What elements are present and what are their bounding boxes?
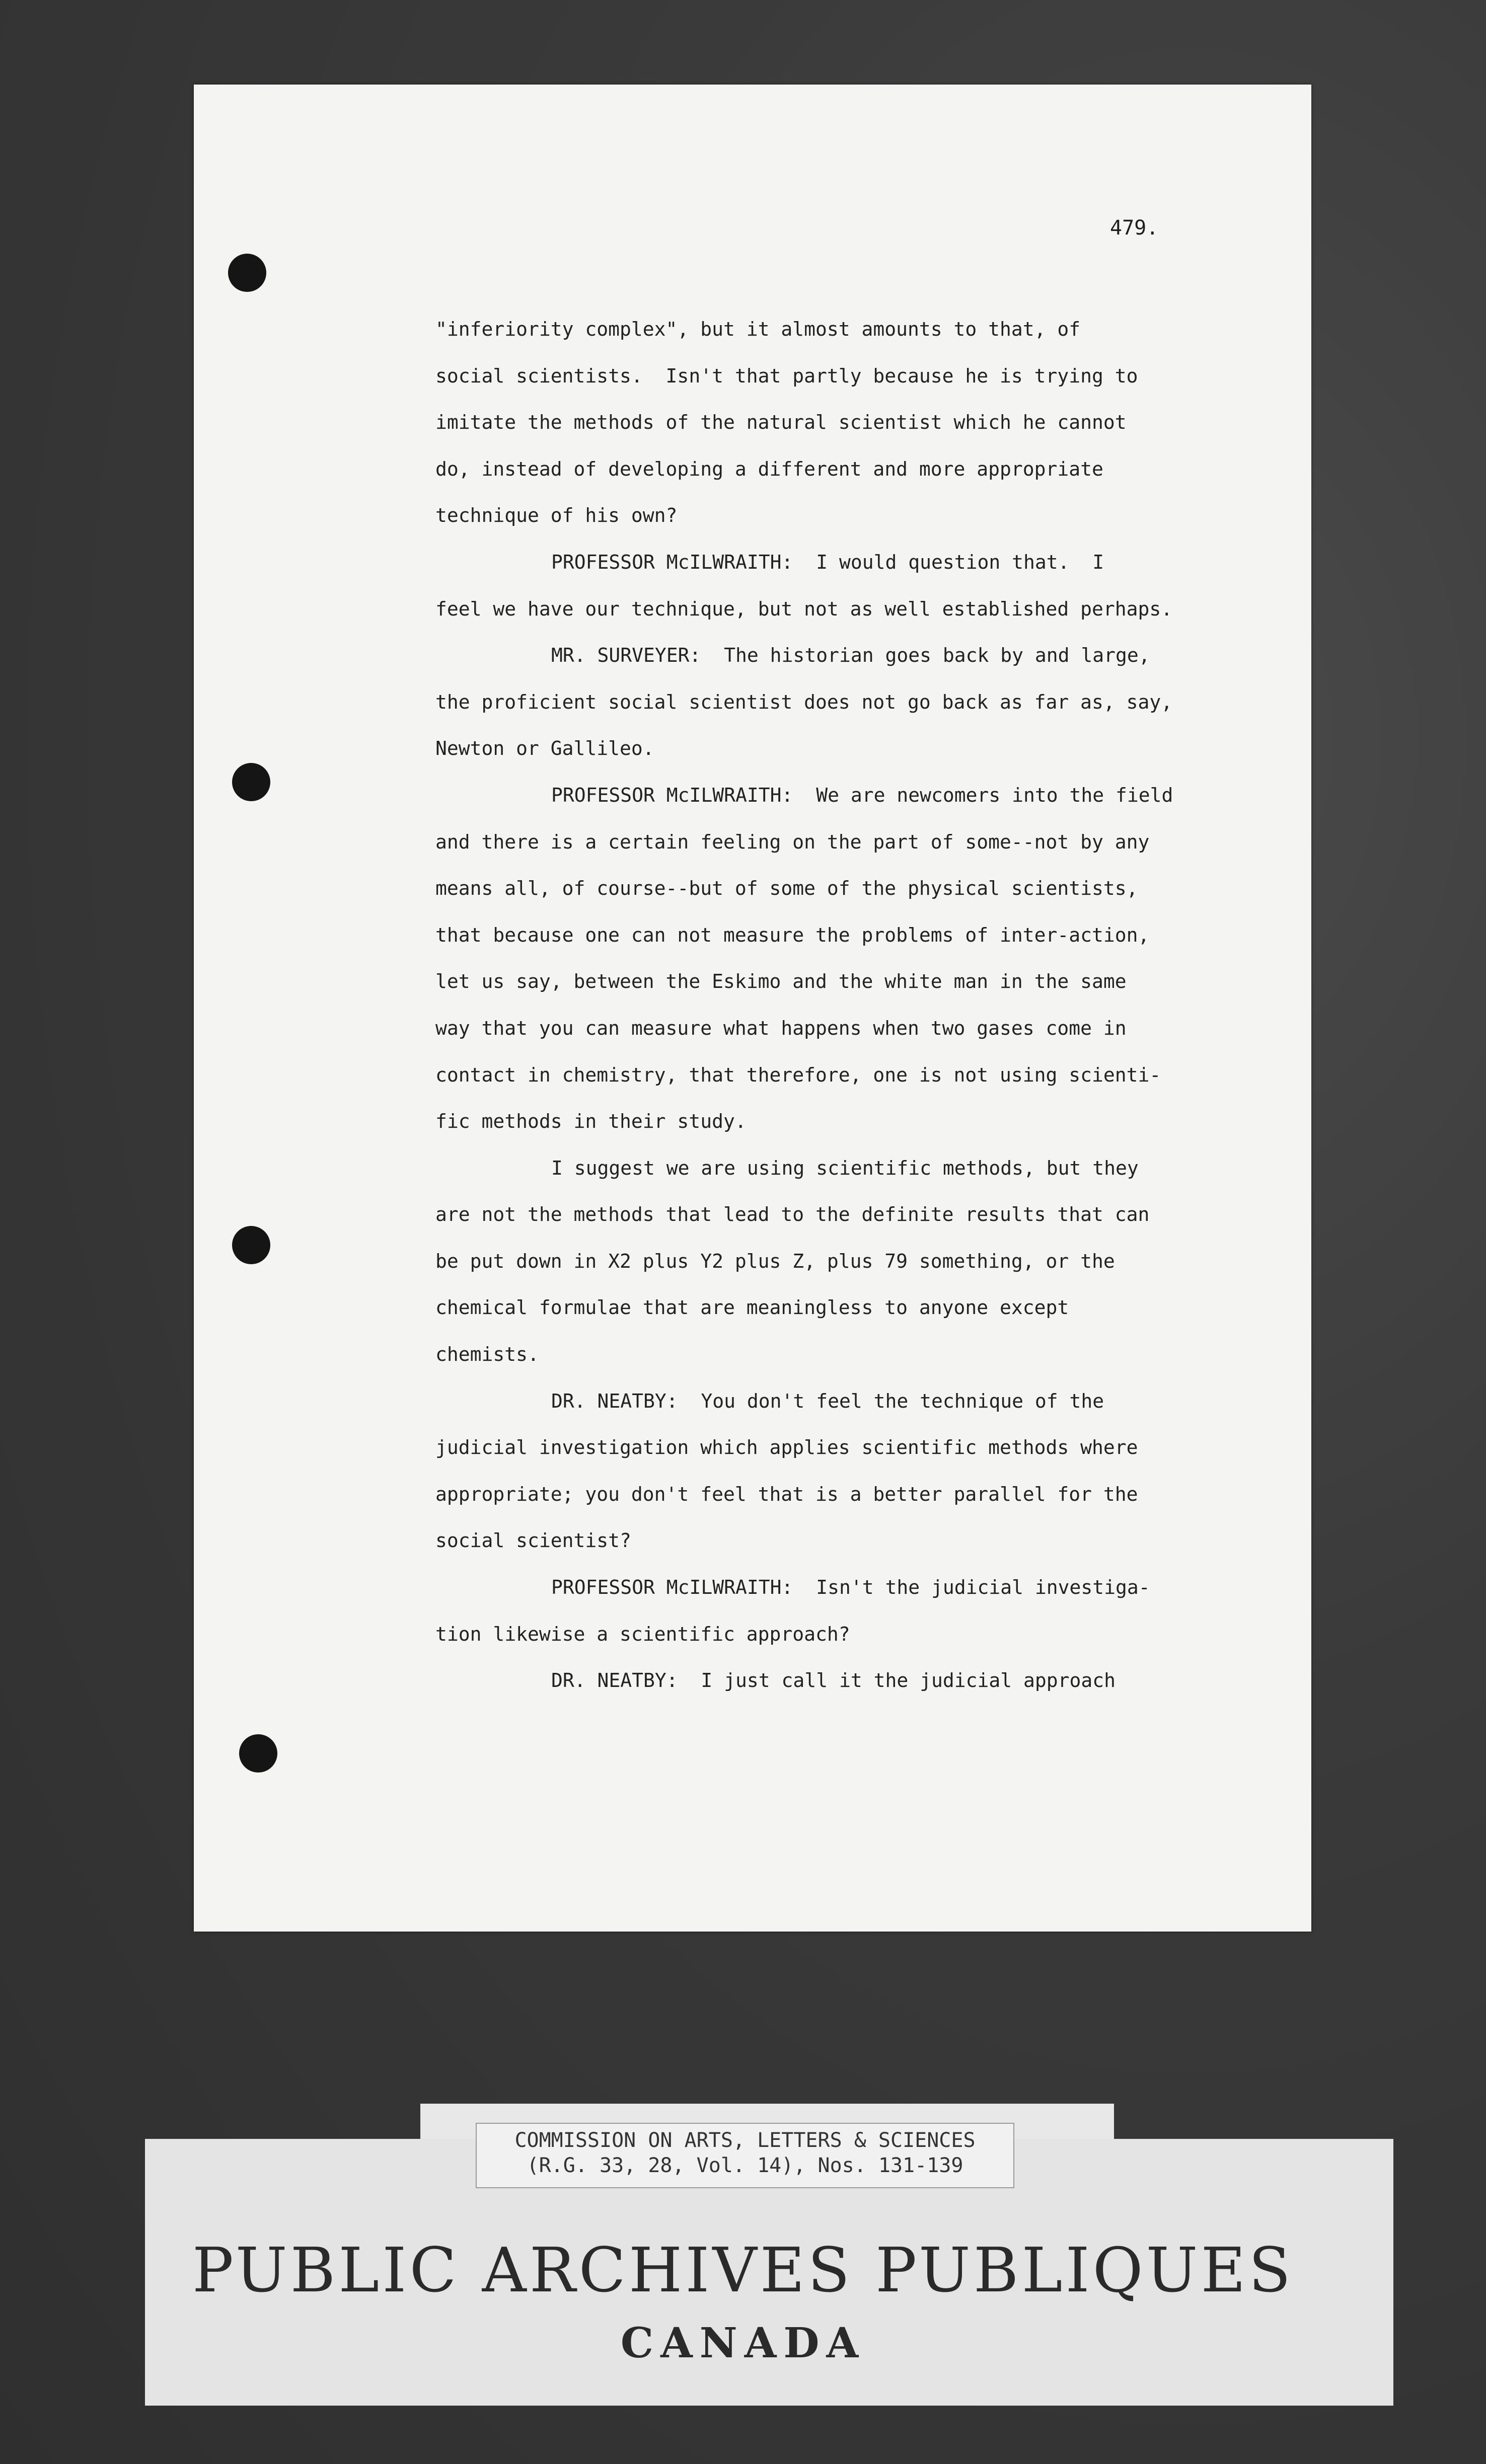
transcript-line: means all, of course--but of some of the physical scientists, (435, 877, 1138, 900)
transcript-line: "inferiority complex", but it almost amounts to that, of (435, 318, 1081, 340)
transcript-line: judicial investigation which applies scientific methods where (435, 1436, 1138, 1459)
transcript-line: do, instead of developing a different and more appropriate (435, 457, 1103, 480)
punch-hole (232, 1226, 270, 1264)
transcript-line: DR. NEATBY: You don't feel the technique of the (551, 1390, 1104, 1412)
transcript-line: contact in chemistry, that therefore, one is not using scienti- (435, 1063, 1161, 1086)
transcript-line: technique of his own? (435, 504, 678, 527)
transcript-line: are not the methods that lead to the definite results that can (435, 1203, 1150, 1226)
transcript-line: MR. SURVEYER: The historian goes back by and large, (551, 644, 1150, 667)
reference-line-1: COMMISSION ON ARTS, LETTERS & SCIENCES (514, 2129, 976, 2152)
reference-slip (476, 2123, 1014, 2188)
transcript-line: Newton or Gallileo. (435, 737, 654, 760)
transcript-line: imitate the methods of the natural scientist which he cannot (435, 411, 1127, 434)
punch-hole (232, 763, 270, 801)
punch-hole (228, 254, 266, 292)
archives-title: PUBLIC ARCHIVES PUBLIQUES (192, 2235, 1294, 2306)
transcript-line: let us say, between the Eskimo and the white man in the same (435, 970, 1127, 993)
page-number: 479. (1110, 216, 1159, 240)
transcript-line: chemical formulae that are meaningless to anyone except (435, 1296, 1069, 1319)
archives-country: CANADA (620, 2319, 866, 2367)
transcript-line: that because one can not measure the problems of inter-action, (435, 923, 1150, 946)
transcript-line: feel we have our technique, but not as well established perhaps. (435, 597, 1173, 620)
transcript-page (194, 85, 1311, 1932)
transcript-line: PROFESSOR McILWRAITH: I would question that. I (551, 551, 1104, 573)
punch-hole (239, 1734, 277, 1773)
transcript-body (435, 306, 1241, 1704)
transcript-line: DR. NEATBY: I just call it the judicial approach (551, 1669, 1116, 1692)
transcript-line: tion likewise a scientific approach? (435, 1623, 850, 1645)
transcript-line: social scientist? (435, 1529, 631, 1552)
transcript-line: social scientists. Isn't that partly because he is trying to (435, 364, 1138, 387)
transcript-line: be put down in X2 plus Y2 plus Z, plus 79 something, or the (435, 1250, 1115, 1272)
reference-line-2: (R.G. 33, 28, Vol. 14), Nos. 131-139 (527, 2154, 963, 2177)
transcript-line: way that you can measure what happens when two gases come in (435, 1017, 1127, 1039)
transcript-line: and there is a certain feeling on the part of some--not by any (435, 830, 1150, 853)
transcript-line: PROFESSOR McILWRAITH: We are newcomers into the field (551, 784, 1173, 806)
transcript-line: fic methods in their study. (435, 1110, 747, 1133)
transcript-line: chemists. (435, 1343, 539, 1366)
transcript-line: appropriate; you don't feel that is a better parallel for the (435, 1483, 1138, 1505)
transcript-line: PROFESSOR McILWRAITH: Isn't the judicial investiga- (551, 1576, 1150, 1599)
transcript-line: I suggest we are using scientific methods, but they (551, 1157, 1139, 1179)
transcript-line: the proficient social scientist does not go back as far as, say, (435, 690, 1173, 713)
